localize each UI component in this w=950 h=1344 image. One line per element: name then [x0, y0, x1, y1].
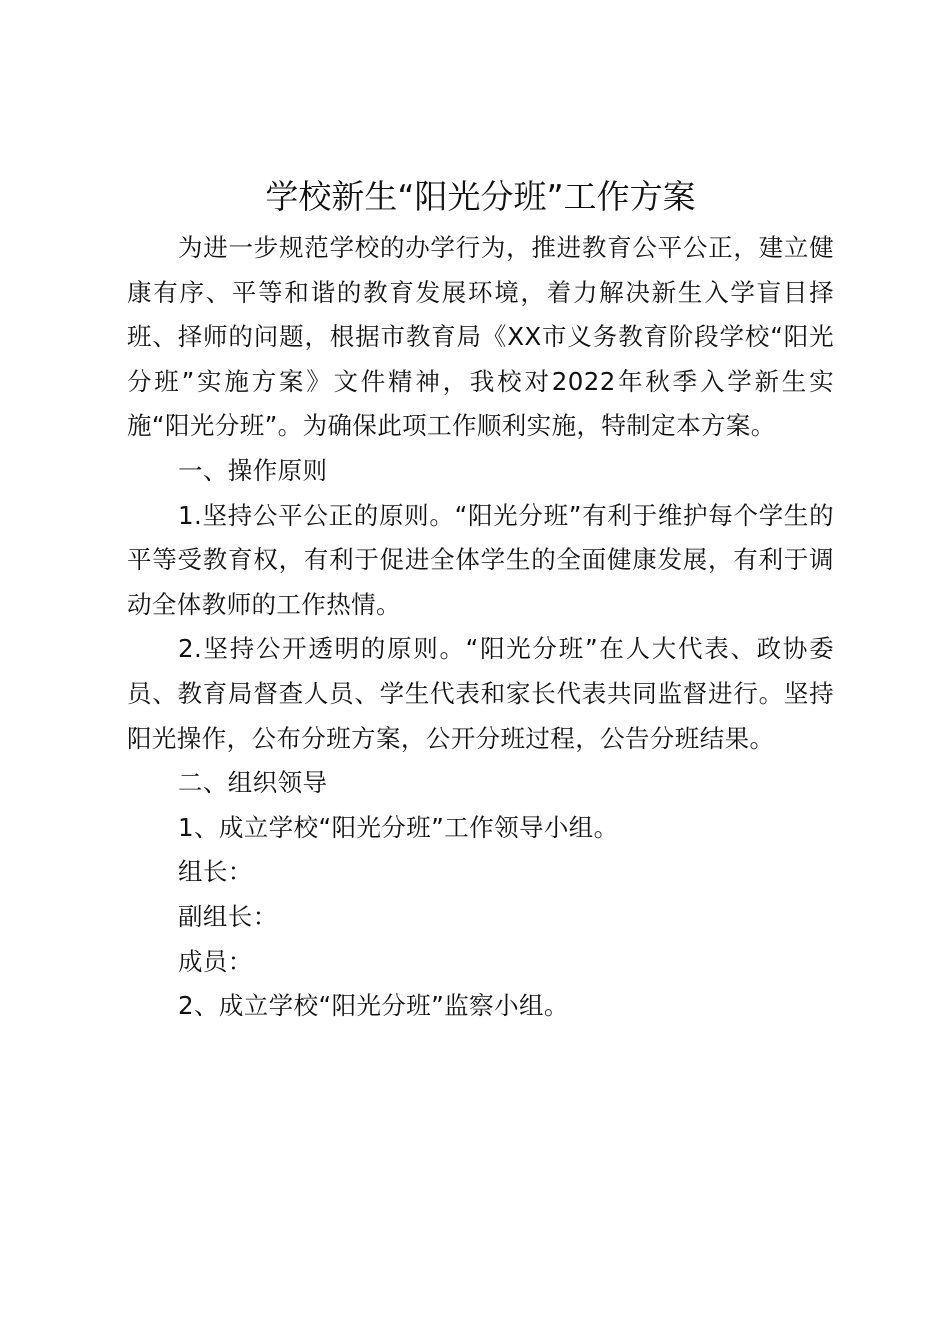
document-title: 学校新生“阳光分班”工作方案 — [265, 177, 696, 216]
section-heading-principles: 一、操作原则 — [178, 455, 328, 485]
principle-transparency: 2.坚持公开透明的原则。“阳光分班”在人大代表、政协委员、教育局督查人员、学生代表和家长代表共同监督进行。坚持阳光操作，公布分班方案，公开分班过程，公告分班结果。 — [127, 634, 834, 753]
member-label: 成员： — [178, 946, 253, 976]
deputy-leader-label: 副组长： — [178, 901, 278, 931]
leader-label: 组长： — [178, 857, 253, 887]
leadership-group-item: 1、成立学校“阳光分班”工作领导小组。 — [178, 812, 619, 842]
document-body — [127, 168, 834, 1029]
intro-paragraph: 为进一步规范学校的办学行为，推进教育公平公正，建立健康有序、平等和谐的教育发展环境，着力解决新生入学盲目择班、择师的问题，根据市教育局《XX市义务教育阶段学校“阳光分班”实施方案》文件精神，我校对2022年秋季入学新生实施“阳光分班”。为确保此项工作顺利实施，特制定本方案。 — [127, 233, 834, 441]
principle-fairness: 1.坚持公平公正的原则。“阳光分班”有利于维护每个学生的平等受教育权，有利于促进全体学生的全面健康发展，有利于调动全体教师的工作热情。 — [127, 500, 834, 619]
section-heading-organization: 二、组织领导 — [178, 768, 328, 798]
supervision-group-item: 2、成立学校“阳光分班”监察小组。 — [178, 991, 569, 1021]
